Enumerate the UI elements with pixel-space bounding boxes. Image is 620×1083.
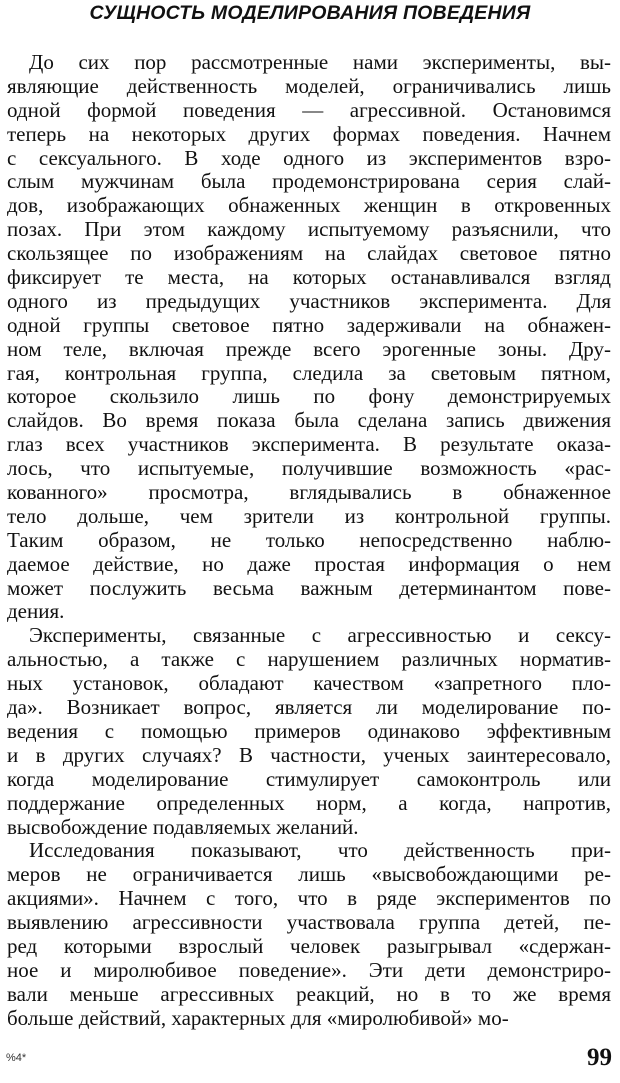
text-line: Эксперименты, связанные с агрессивностью и сексу- bbox=[29, 624, 611, 648]
running-title: СУЩНОСТЬ МОДЕЛИРОВАНИЯ ПОВЕДЕНИЯ bbox=[89, 2, 531, 24]
text-line: ведения с помощью примеров одинаково эффективным bbox=[7, 719, 611, 743]
text-line: позах. При этом каждому испытуемому разъяснили, что bbox=[7, 218, 611, 242]
text-line: поддержание определенных норм, а когда, напротив, bbox=[7, 791, 611, 815]
body-text bbox=[7, 51, 611, 1031]
text-line: ных установок, обладают качеством «запретного пло- bbox=[7, 672, 611, 696]
text-line: До сих пор рассмотренные нами эксперименты, вы- bbox=[29, 51, 611, 74]
text-line: слайдов. Во время показа была сделана запись движения bbox=[7, 409, 611, 433]
text-line: ное и миролюбивое поведение». Эти дети демонстриро- bbox=[7, 958, 611, 982]
text-line: дения. bbox=[7, 600, 65, 624]
text-line: ном теле, включая прежде всего эрогенные зоны. Дру- bbox=[7, 337, 611, 361]
text-line: выявлению агрессивности участвовала группа детей, пе- bbox=[7, 911, 611, 935]
text-line: меров не ограничивается лишь «высвобождающими ре- bbox=[7, 863, 611, 887]
text-line: глаз всех участников эксперимента. В результате оказа- bbox=[7, 433, 611, 457]
text-line: одной группы световое пятно задерживали на обнажен- bbox=[7, 313, 611, 337]
paragraph bbox=[7, 624, 611, 839]
text-line: даемое действие, но даже простая информация о нем bbox=[7, 552, 611, 576]
text-line: акциями». Начнем с того, что в ряде экспериментов по bbox=[7, 887, 611, 911]
text-line: и в других случаях? В частности, ученых заинтересовало, bbox=[7, 743, 611, 767]
text-line: фиксирует те места, на которых останавливался взгляд bbox=[7, 266, 611, 290]
text-line: да». Возникает вопрос, является ли моделирование по- bbox=[7, 696, 611, 720]
text-line: Исследования показывают, что действенность при- bbox=[29, 839, 611, 863]
paragraph bbox=[7, 51, 611, 624]
text-line: теперь на некоторых других формах поведения. Начнем bbox=[7, 122, 611, 146]
text-line: Таким образом, не только непосредственно наблю- bbox=[7, 528, 611, 552]
text-line: являющие действенность моделей, ограничивались лишь bbox=[7, 74, 611, 98]
text-line: гая, контрольная группа, следила за световым пятном, bbox=[7, 361, 611, 385]
text-line: высвобождение подавляемых желаний. bbox=[7, 815, 359, 839]
paragraphs bbox=[7, 51, 611, 1031]
text-line: скользящее по изображениям на слайдах световое пятно bbox=[7, 242, 611, 266]
paragraph bbox=[7, 839, 611, 1030]
text-line: дов, изображающих обнаженных женщин в откровенных bbox=[7, 194, 611, 218]
text-line: альностью, а также с нарушением различных норматив- bbox=[7, 648, 611, 672]
printer-signature-mark: %4* bbox=[6, 1052, 27, 1064]
text-line: тело дольше, чем зрители из контрольной группы. bbox=[7, 504, 611, 528]
text-line: вали меньше агрессивных реакций, но в то же время bbox=[7, 982, 611, 1006]
text-line: ред которыми взрослый человек разыгрывал «сдержан- bbox=[7, 934, 611, 958]
text-line: которое скользило лишь по фону демонстрируемых bbox=[7, 385, 611, 409]
text-line: больше действий, характерных для «миролюбивой» мо- bbox=[7, 1006, 509, 1030]
text-line: с сексуального. В ходе одного из экспериментов взро- bbox=[7, 146, 611, 170]
text-line: может послужить весьма важным детерминантом пове- bbox=[7, 576, 611, 600]
text-line: одного из предыдущих участников эксперимента. Для bbox=[7, 289, 611, 313]
text-line: одной формой поведения — агрессивной. Остановимся bbox=[7, 98, 611, 122]
text-line: кованного» просмотра, вглядывались в обнаженное bbox=[7, 481, 611, 505]
page-number: 99 bbox=[587, 1044, 612, 1071]
text-line: когда моделирование стимулирует самоконтроль или bbox=[7, 767, 611, 791]
text-line: слым мужчинам была продемонстрирована серия слай- bbox=[7, 170, 611, 194]
text-line: лось, что испытуемые, получившие возможность «рас- bbox=[7, 457, 611, 481]
